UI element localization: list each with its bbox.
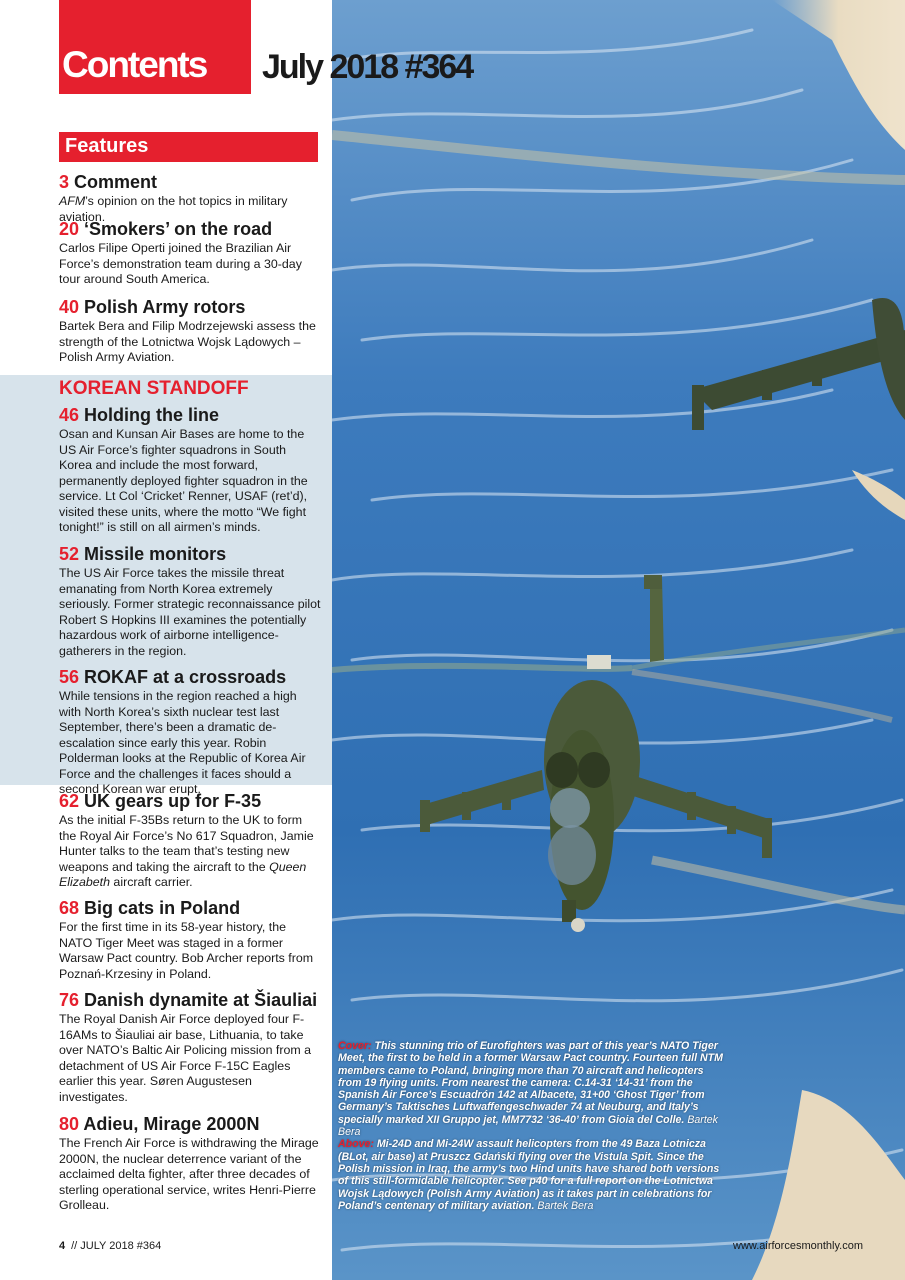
article-title: Holding the line: [84, 405, 220, 425]
article-desc-b: aircraft carrier.: [109, 875, 193, 889]
article-heading: [59, 297, 321, 318]
contents-title: Contents: [62, 44, 207, 85]
article-desc-italic: Queen Elizabeth: [59, 859, 307, 889]
article-title: Comment: [74, 172, 158, 192]
article-item[interactable]: [59, 898, 321, 982]
article-description: [59, 813, 321, 891]
article-title: Missile monitors: [84, 544, 227, 564]
article-item[interactable]: [59, 1114, 321, 1214]
article-description: Osan and Kunsan Air Bases are home to the US Air Force’s fighter squadrons in South Korea and include the most forward, permanently deployed fighter squadron in the service. Lt Col ‘Cricket’ Renner, USAF (ret’d), visited these units, where the motto “We fight tonight!” is still on all airmen’s minds.: [59, 427, 308, 534]
caption-above-label: Above:: [338, 1138, 374, 1151]
article-desc-a: As the initial F-35Bs return to the UK to form the Royal Air Force’s No 617 Squadron, Jamie Hunter talks to the team that’s testing new weapons and taking the aircraft to the: [59, 813, 314, 874]
article-item[interactable]: [59, 990, 321, 1105]
caption-cover-credit: Bartek Bera: [338, 1113, 718, 1139]
features-label: Features: [65, 135, 149, 157]
article-heading: [59, 219, 321, 240]
article-heading: [59, 791, 321, 812]
caption-above-credit: Bartek Bera: [537, 1199, 594, 1212]
article-item[interactable]: [59, 667, 321, 798]
article-heading: [59, 544, 321, 565]
article-description: Carlos Filipe Operti joined the Brazilian Air Force’s demonstration team during a 30-day tour around South America.: [59, 241, 302, 286]
folio: [59, 1240, 161, 1252]
article-description: Bartek Bera and Filip Modrzejewski assess the strength of the Lotnictwa Wojsk Lądowych – Polish Army Aviation.: [59, 319, 316, 364]
caption-cover-text: This stunning trio of Eurofighters was part of this year’s NATO Tiger Meet, the first to be held in a former Warsaw Pact country. Fourteen full NTM members came to Poland, bringing more than 70 aircraft and helicopters from 19 flying units. From nearest the camera: C.14-31 ‘14-31’ from the Spanish Air Force’s Escuadrón 142 at Albacete, 31+00 ‘Ghost Tiger’ from Germany’s Taktisches Luftwaffengeschwader 74 at Neuburg, and Italy’s specially marked XII Gruppo jet, MM7732 ‘36-40’ from Gioia del Colle.: [338, 1040, 723, 1126]
article-desc-italic: AFM: [59, 194, 86, 208]
article-heading: [59, 172, 321, 193]
article-title: Danish dynamite at Šiauliai: [84, 990, 318, 1010]
article-page-number: 56: [59, 667, 80, 687]
article-item[interactable]: [59, 791, 321, 891]
article-title: UK gears up for F-35: [84, 791, 262, 811]
article-title: Adieu, Mirage 2000N: [83, 1114, 260, 1134]
article-heading: [59, 990, 321, 1011]
article-item[interactable]: [59, 405, 321, 536]
article-item[interactable]: [59, 172, 321, 225]
article-description: The French Air Force is withdrawing the Mirage 2000N, the nuclear deterrence variant of the acclaimed delta fighter, after three decades of sterling operational service, writes Henri-Pierre Grolleau.: [59, 1136, 319, 1212]
article-description: The US Air Force takes the missile threat emanating from North Korea extremely seriously. Former strategic reconnaissance pilot Robert S Hopkins III examines the potentially hazardous work of airborne intelligence-gatherers in the region.: [59, 566, 321, 658]
article-title: ROKAF at a crossroads: [84, 667, 287, 687]
article-title: ‘Smokers’ on the road: [84, 219, 273, 239]
korean-standoff-heading: KOREAN STANDOFF: [59, 378, 249, 399]
article-heading: [59, 667, 321, 688]
article-title: Polish Army rotors: [84, 297, 246, 317]
article-item[interactable]: [59, 219, 321, 288]
article-heading: [59, 898, 321, 919]
article-page-number: 52: [59, 544, 80, 564]
article-page-number: 76: [59, 990, 80, 1010]
article-description: For the first time in its 58-year history, the NATO Tiger Meet was staged in a former Warsaw Pact country. Bob Archer reports from Poznań-Krzesiny in Poland.: [59, 920, 314, 981]
article-item[interactable]: [59, 297, 321, 366]
features-bar: [59, 132, 318, 162]
article-page-number: 80: [59, 1114, 80, 1134]
article-page-number: 46: [59, 405, 80, 425]
article-page-number: 68: [59, 898, 80, 918]
issue-title: July 2018 #364: [262, 48, 473, 86]
article-page-number: 20: [59, 219, 80, 239]
caption-cover-label: Cover:: [338, 1040, 372, 1052]
article-heading: [59, 405, 321, 426]
article-page-number: 62: [59, 791, 80, 811]
article-page-number: 40: [59, 297, 80, 317]
photo-caption: [338, 1040, 730, 1212]
article-description: The Royal Danish Air Force deployed four F-16AMs to Šiauliai air base, Lithuania, to take over NATO’s Baltic Air Policing mission from a detachment of US Air Force F-15C Eagles earlier this year. Søren Augustesen investigates.: [59, 1012, 312, 1104]
article-heading: [59, 1114, 321, 1135]
folio-page-number: 4: [59, 1240, 66, 1252]
caption-above-text: Mi-24D and Mi-24W assault helicopters from the 49 Baza Lotnicza (BLot, air base) at Pruszcz Gdański flying over the Vistula Spit. Since the Polish mission in Iraq, the army’s two Hind units have shared both versions of this still-formidable helicopter. See p40 for a full report on the Lotnictwa Wojsk Lądowych (Polish Army Aviation) as it takes part in celebrations for Poland’s centenary of military aviation.: [338, 1138, 720, 1212]
article-page-number: 3: [59, 172, 70, 192]
article-desc-rest: ’s opinion on the hot topics in military aviation.: [59, 194, 288, 224]
folio-issue: // JULY 2018 #364: [71, 1240, 162, 1252]
article-description: While tensions in the region reached a high with North Korea’s sixth nuclear test last September, there’s been a dramatic de-escalation since early this year. Robin Polderman looks at the Republic of Korea Air Force and the challenges it faces should a second Korean war erupt.: [59, 689, 306, 796]
footer-url[interactable]: www.airforcesmonthly.com: [733, 1240, 863, 1252]
article-title: Big cats in Poland: [84, 898, 241, 918]
article-item[interactable]: [59, 544, 321, 659]
